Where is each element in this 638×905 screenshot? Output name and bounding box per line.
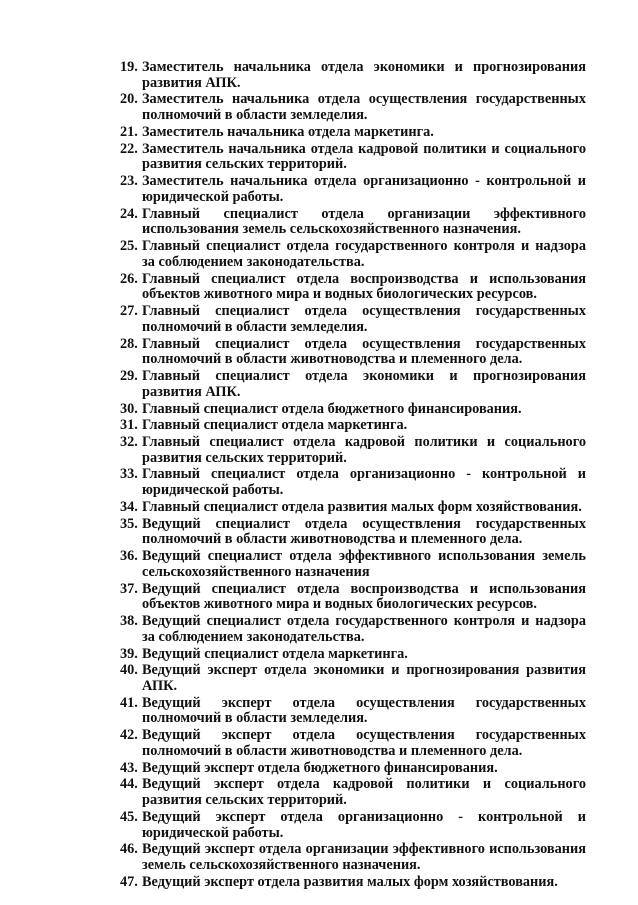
item-number: 41. (120, 694, 138, 711)
item-text: Ведущий специалист отдела осуществления государственных полномочий в области животноводства и племенного дела. (142, 515, 586, 548)
list-item (120, 810, 586, 842)
item-text: Заместитель начальника отдела маркетинга. (142, 123, 434, 140)
list-item (120, 60, 586, 92)
item-text: Главный специалист отдела государственного контроля и надзора за соблюдением законодательства. (142, 238, 586, 270)
list-item (120, 304, 586, 336)
item-number: 35. (120, 515, 138, 532)
item-number: 19. (120, 59, 138, 75)
list-item (120, 777, 586, 809)
item-text: Ведущий эксперт отдела осуществления государственных полномочий в области земледелия. (142, 694, 586, 727)
item-text: Ведущий специалист отдела маркетинга. (142, 645, 408, 662)
item-number: 36. (120, 548, 138, 565)
item-number: 28. (120, 335, 138, 352)
item-text: Главный специалист отдела осуществления государственных полномочий в области животноводства и племенного дела. (142, 335, 586, 368)
item-text: Ведущий эксперт отдела экономики и прогнозирования развития АПК. (142, 662, 586, 694)
list-item (120, 239, 586, 271)
list-item (120, 402, 586, 418)
item-number: 34. (120, 498, 138, 515)
item-number: 43. (120, 759, 138, 776)
item-text: Ведущий специалист отдела эффективного использования земель сельскохозяйственного назначения (142, 548, 586, 580)
list-item (120, 92, 586, 124)
list-item (120, 549, 586, 581)
item-number: 33. (120, 466, 138, 483)
item-number: 46. (120, 841, 138, 858)
item-number: 20. (120, 91, 138, 108)
item-text: Ведущий эксперт отдела организации эффективного использования земель сельскохозяйственного назначения. (142, 841, 586, 874)
item-text: Ведущий эксперт отдела развития малых форм хозяйствования. (142, 873, 558, 890)
list-item (120, 142, 586, 174)
item-number: 39. (120, 645, 138, 662)
item-text: Заместитель начальника отдела организационно - контрольной и юридической работы. (142, 173, 586, 205)
item-number: 31. (120, 417, 138, 434)
item-number: 21. (120, 123, 138, 140)
item-number: 37. (120, 580, 138, 597)
list-item (120, 125, 586, 141)
item-text: Ведущий специалист отдела воспроизводства и использования объектов животного мира и водных биологических ресурсов. (142, 580, 586, 613)
item-number: 32. (120, 433, 138, 450)
item-text: Главный специалист отдела развития малых форм хозяйствования. (142, 498, 582, 515)
list-item (120, 517, 586, 549)
item-text: Главный специалист отдела воспроизводства и использования объектов животного мира и водных биологических ресурсов. (142, 270, 586, 303)
item-text: Главный специалист отдела бюджетного финансирования. (142, 400, 522, 417)
list-item (120, 369, 586, 401)
list-item (120, 663, 586, 695)
item-text: Главный специалист отдела кадровой политики и социального развития сельских территорий. (142, 433, 586, 466)
document-page (120, 60, 586, 891)
item-text: Ведущий эксперт отдела кадровой политики и социального развития сельских территорий. (142, 776, 586, 809)
item-number: 22. (120, 140, 138, 157)
item-text: Главный специалист отдела организации эффективного использования земель сельскохозяйственного назначения. (142, 205, 586, 238)
item-text: Заместитель начальника отдела кадровой политики и социального развития сельских территорий. (142, 140, 586, 173)
item-text: Ведущий специалист отдела государственного контроля и надзора за соблюдением законодательства. (142, 613, 586, 645)
list-item (120, 174, 586, 206)
list-item (120, 582, 586, 614)
item-number: 45. (120, 808, 138, 825)
item-number: 47. (120, 873, 138, 890)
list-item (120, 614, 586, 646)
item-text: Заместитель начальника отдела экономики и прогнозирования развития АПК. (142, 59, 586, 91)
item-number: 42. (120, 727, 138, 744)
list-item (120, 842, 586, 874)
list-item (120, 728, 586, 760)
item-number: 40. (120, 662, 138, 679)
list-item (120, 696, 586, 728)
item-text: Ведущий эксперт отдела бюджетного финансирования. (142, 759, 498, 776)
list-item (120, 647, 586, 663)
item-number: 29. (120, 368, 138, 385)
item-number: 26. (120, 270, 138, 287)
list-item (120, 337, 586, 369)
item-text: Ведущий эксперт отдела организационно - контрольной и юридической работы. (142, 808, 586, 841)
list-item (120, 418, 586, 434)
list-item (120, 467, 586, 499)
item-number: 27. (120, 303, 138, 320)
list-item (120, 761, 586, 777)
item-text: Ведущий эксперт отдела осуществления государственных полномочий в области животноводства и племенного дела. (142, 727, 586, 759)
item-text: Главный специалист отдела осуществления государственных полномочий в области земледелия. (142, 303, 586, 335)
item-number: 44. (120, 776, 138, 793)
list-item (120, 207, 586, 239)
item-number: 38. (120, 613, 138, 630)
item-text: Заместитель начальника отдела осуществления государственных полномочий в области земледелия. (142, 91, 586, 124)
item-number: 23. (120, 173, 138, 190)
list-item (120, 875, 586, 891)
item-number: 24. (120, 205, 138, 222)
item-text: Главный специалист отдела организационно - контрольной и юридической работы. (142, 466, 586, 499)
list-item (120, 272, 586, 304)
list-item (120, 500, 586, 516)
list-item (120, 435, 586, 467)
item-text: Главный специалист отдела маркетинга. (142, 417, 408, 434)
item-number: 30. (120, 400, 138, 417)
item-number: 25. (120, 238, 138, 255)
item-text: Главный специалист отдела экономики и прогнозирования развития АПК. (142, 368, 586, 400)
